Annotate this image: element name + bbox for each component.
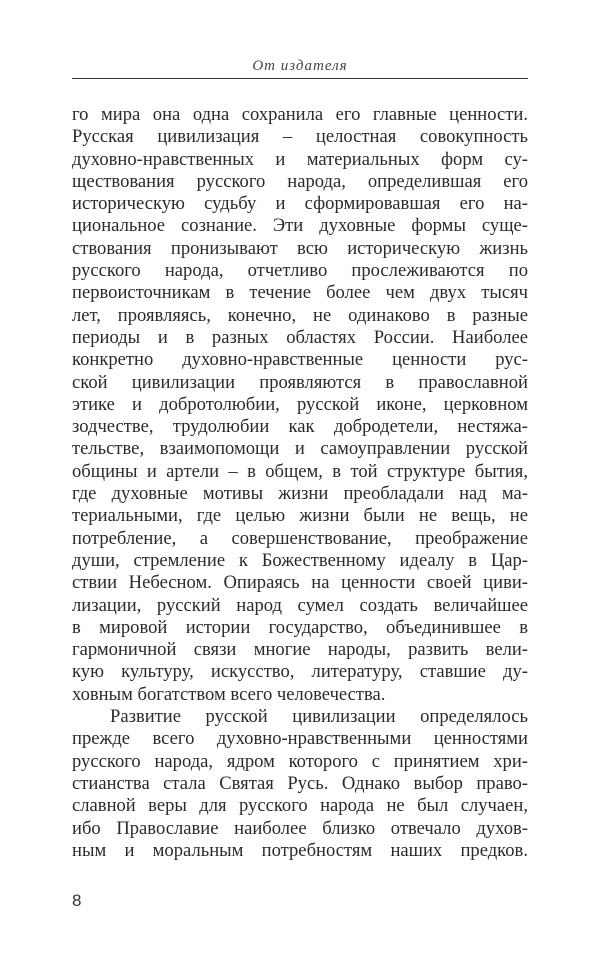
text-line: этике и добротолюбии, русской иконе, церковном: [72, 393, 528, 415]
text-line: периоды и в разных областях России. Наиболее: [72, 326, 528, 348]
page-number: 8: [72, 891, 82, 910]
text-line: души, стремление к Божественному идеалу в Цар-: [72, 549, 528, 571]
running-head: От издателя: [252, 58, 348, 74]
text-line: стианства стала Святая Русь. Однако выбор право-: [72, 772, 528, 794]
text-line: го мира она одна сохранила его главные ценности.: [72, 104, 528, 125]
text-line: первоисточникам в течение более чем двух тысяч: [72, 282, 528, 304]
header-rule: [72, 78, 528, 79]
text-line: потребление, а совершенствование, преображение: [72, 527, 528, 549]
text-line: ществования русского народа, определившая его: [72, 170, 528, 192]
text-line: ибо Православие наиболее близко отвечало духов-: [72, 817, 528, 839]
text-line: русского народа, ядром которого с принятием хри-: [72, 750, 528, 772]
text-line: кую культуру, искусство, литературу, ставшие ду-: [72, 661, 528, 683]
text-line: териальными, где целью жизни были не вещь, не: [72, 505, 528, 527]
paragraph: [72, 706, 528, 862]
text-line: лизации, русский народ сумел создать величайшее: [72, 594, 528, 616]
body-text: [72, 104, 528, 862]
text-line: общины и артели – в общем, в той структуре бытия,: [72, 460, 528, 482]
paragraph: [72, 104, 528, 706]
text-line: ской цивилизации проявляются в православной: [72, 371, 528, 393]
text-line: ствии Небесном. Опираясь на ценности своей циви-: [72, 572, 528, 594]
text-line: русского народа, отчетливо прослеживаются по: [72, 260, 528, 282]
text-line: гармоничной связи многие народы, развить вели-: [72, 639, 528, 661]
text-line: лет, проявляясь, конечно, не одинаково в разные: [72, 304, 528, 326]
text-line: где духовные мотивы жизни преобладали над ма-: [72, 483, 528, 505]
text-line: ным и моральным потребностям наших предков.: [72, 839, 528, 861]
text-line: историческую судьбу и сформировавшая его на-: [72, 193, 528, 215]
text-line: ствования пронизывают всю историческую жизнь: [72, 237, 528, 259]
text-line: в мировой истории государство, объединившее в: [72, 616, 528, 638]
text-line: прежде всего духовно-нравственными ценностями: [72, 728, 528, 750]
text-line: циональное сознание. Эти духовные формы суще-: [72, 215, 528, 237]
text-line: конкретно духовно-нравственные ценности рус-: [72, 349, 528, 371]
text-line: ховным богатством всего человечества.: [72, 683, 386, 705]
text-line: духовно-нравственных и материальных форм су-: [72, 148, 528, 170]
text-line: Русская цивилизация – целостная совокупность: [72, 126, 528, 148]
text-line: славной веры для русского народа не был случаен,: [72, 795, 528, 817]
text-line: зодчестве, трудолюбии как добродетели, нестяжа-: [72, 416, 528, 438]
text-line: Развитие русской цивилизации определялось: [110, 706, 528, 728]
text-line: тельстве, взаимопомощи и самоуправлении русской: [72, 438, 528, 460]
